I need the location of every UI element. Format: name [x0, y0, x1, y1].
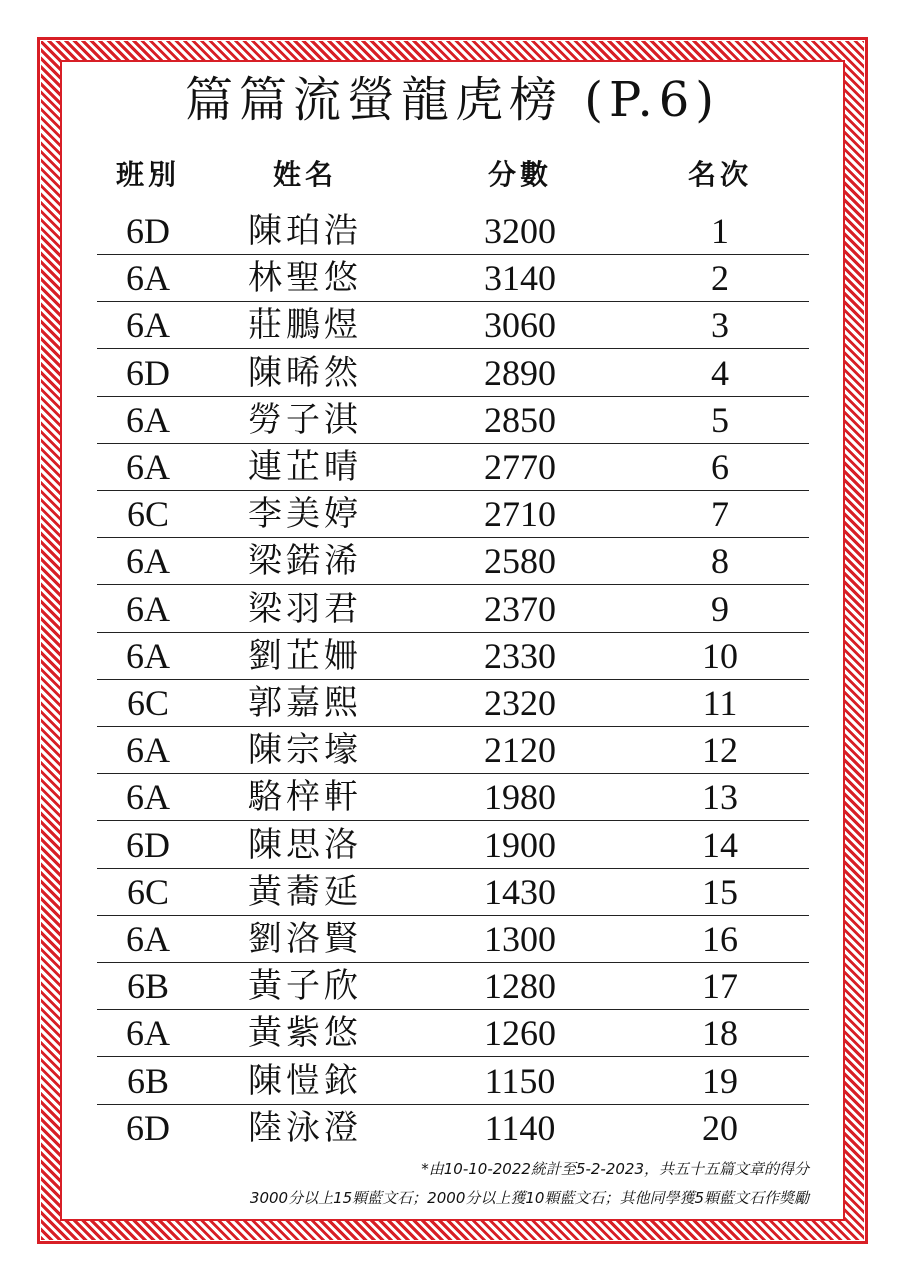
row-score: 3060 — [484, 305, 556, 346]
row-class: 6A — [126, 305, 170, 346]
table-row — [0, 208, 905, 255]
row-class: 6A — [126, 541, 170, 582]
row-score: 2850 — [484, 399, 556, 440]
row-class: 6B — [126, 1060, 169, 1101]
table-row — [0, 350, 905, 397]
row-score: 1300 — [484, 919, 556, 959]
row-score: 1150 — [484, 1060, 556, 1101]
table-row — [0, 491, 905, 538]
table-row — [0, 255, 905, 302]
row-name: 陳思洛 — [248, 824, 362, 865]
header-name: 姓名 — [272, 158, 337, 191]
row-score: 1430 — [484, 871, 556, 912]
table-row — [0, 822, 905, 869]
row-class: 6A — [126, 730, 170, 771]
row-name: 梁鍩浠 — [248, 541, 362, 582]
header-class: 班別 — [115, 158, 180, 191]
table-row — [0, 586, 905, 633]
row-class: 6A — [126, 258, 170, 299]
row-rank: 13 — [702, 777, 738, 818]
row-rank: 9 — [711, 588, 729, 629]
row-class: 6A — [126, 1013, 170, 1054]
row-rank: 3 — [711, 305, 729, 346]
row-class: 6B — [126, 966, 169, 1007]
row-class: 6A — [126, 777, 170, 818]
row-rank: 6 — [711, 447, 729, 487]
row-rank: 5 — [711, 399, 729, 440]
row-score: 3200 — [484, 211, 556, 251]
row-name: 勞子淇 — [248, 399, 362, 440]
row-name: 劉洛賢 — [248, 919, 362, 959]
table-row — [0, 1105, 905, 1152]
row-class: 6C — [126, 494, 169, 535]
row-rank: 15 — [702, 871, 738, 912]
row-name: 黃蕎延 — [248, 871, 362, 912]
table-row — [0, 444, 905, 491]
row-name: 陳晞然 — [248, 352, 362, 393]
row-class: 6D — [126, 824, 170, 865]
footnote-period: *由10-10-2022統計至5-2-2023，共五十五篇文章的得分 — [421, 1160, 809, 1178]
row-class: 6D — [126, 211, 170, 251]
row-score: 2330 — [484, 635, 556, 676]
row-rank: 12 — [702, 730, 738, 771]
row-score: 3140 — [484, 258, 556, 299]
row-rank: 16 — [702, 919, 738, 959]
row-rank: 20 — [702, 1107, 738, 1148]
row-score: 2120 — [484, 730, 556, 771]
row-name: 劉芷姍 — [248, 635, 362, 676]
row-score: 2370 — [484, 588, 556, 629]
row-rank: 10 — [702, 635, 738, 676]
row-score: 2890 — [484, 352, 556, 393]
table-row — [0, 397, 905, 444]
row-class: 6A — [126, 635, 170, 676]
row-rank: 7 — [711, 494, 729, 535]
table-row — [0, 538, 905, 585]
row-class: 6A — [126, 447, 170, 487]
table-row — [0, 680, 905, 727]
row-score: 1980 — [484, 777, 556, 818]
row-class: 6A — [126, 588, 170, 629]
row-name: 郭嘉熙 — [248, 683, 362, 723]
row-score: 1140 — [484, 1107, 556, 1148]
row-rank: 14 — [702, 824, 738, 865]
row-rank: 4 — [711, 352, 729, 393]
row-name: 陳愷銥 — [248, 1060, 362, 1101]
table-row — [0, 869, 905, 916]
table-row — [0, 633, 905, 680]
row-rank: 8 — [711, 541, 729, 582]
row-name: 莊鵬煜 — [248, 305, 362, 346]
table-row — [0, 916, 905, 963]
row-name: 梁羽君 — [248, 588, 362, 629]
header-rank: 名次 — [687, 158, 752, 191]
row-rank: 2 — [711, 258, 729, 299]
table-row — [0, 302, 905, 349]
row-class: 6C — [126, 871, 169, 912]
table-row — [0, 774, 905, 821]
page-title: 篇篇流螢龍虎榜 (P.6) — [184, 72, 721, 128]
row-name: 黃紫悠 — [248, 1013, 362, 1054]
row-name: 李美婷 — [248, 494, 362, 535]
row-class: 6C — [126, 683, 169, 723]
row-name: 陳宗壕 — [248, 730, 362, 771]
row-score: 2320 — [484, 683, 556, 723]
row-name: 駱梓軒 — [248, 777, 362, 818]
row-rank: 19 — [702, 1060, 738, 1101]
table-row — [0, 1058, 905, 1105]
header-score: 分數 — [487, 158, 552, 191]
row-rank: 17 — [702, 966, 738, 1007]
row-name: 黃子欣 — [248, 966, 362, 1007]
row-score: 2710 — [484, 494, 556, 535]
table-header — [0, 150, 905, 200]
row-rank: 18 — [702, 1013, 738, 1054]
row-name: 陸泳澄 — [248, 1107, 362, 1148]
table-row — [0, 1010, 905, 1057]
row-score: 1900 — [484, 824, 556, 865]
row-name: 林聖悠 — [248, 258, 362, 299]
row-score: 1260 — [484, 1013, 556, 1054]
row-rank: 1 — [711, 211, 729, 251]
row-score: 2580 — [484, 541, 556, 582]
footnote-rewards: 3000分以上15顆藍文石；2000分以上獲10顆藍文石；其他同學獲5顆藍文石作獎勵 — [249, 1189, 809, 1207]
row-rank: 11 — [702, 683, 738, 723]
row-class: 6D — [126, 1107, 170, 1148]
table-row — [0, 727, 905, 774]
row-name: 陳珀浩 — [248, 211, 362, 251]
row-name: 連芷晴 — [248, 447, 362, 487]
row-class: 6A — [126, 919, 170, 959]
row-score: 1280 — [484, 966, 556, 1007]
row-score: 2770 — [484, 447, 556, 487]
row-class: 6D — [126, 352, 170, 393]
row-class: 6A — [126, 399, 170, 440]
table-row — [0, 963, 905, 1010]
